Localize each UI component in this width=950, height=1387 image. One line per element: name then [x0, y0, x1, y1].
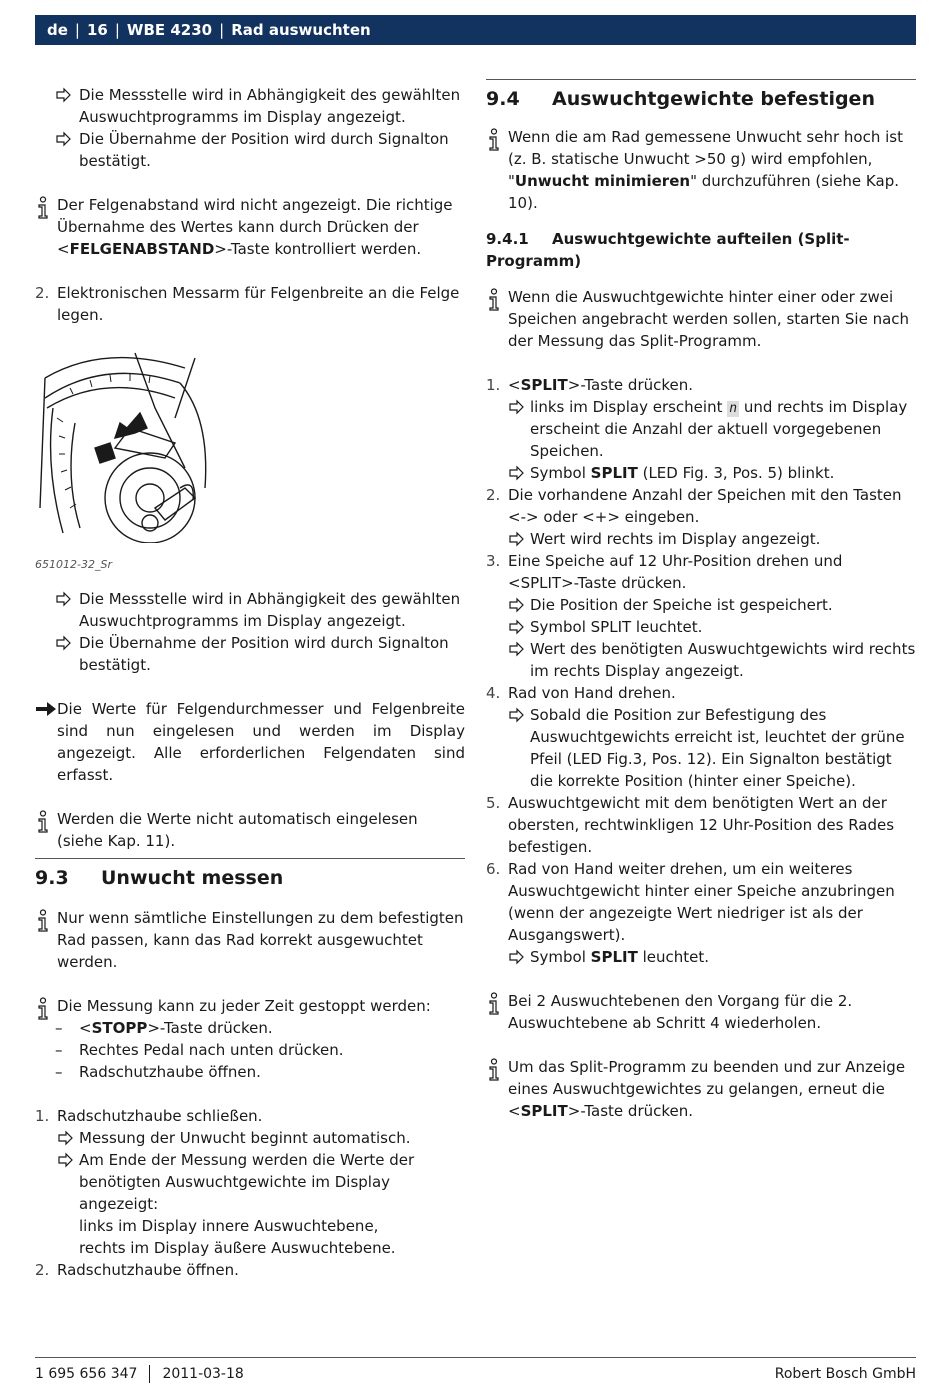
- info-note: [35, 808, 465, 852]
- result-arrow-icon: [57, 1149, 75, 1171]
- info-icon: [486, 1058, 506, 1082]
- info-icon: [486, 128, 506, 152]
- step-item: [486, 792, 916, 858]
- result-arrow-icon: [508, 946, 526, 968]
- info-icon: [35, 196, 55, 220]
- info-text: Nur wenn sämtliche Einstellungen zu dem befestigten Rad passen, kann das Rad korrekt ausgewuchtet werden.: [57, 909, 464, 971]
- step-item: [35, 282, 465, 326]
- info-text: Wenn die Auswuchtgewichte hinter einer oder zwei Speichen angebracht werden sollen, starten Sie nach der Messung das Split-Programm.: [508, 288, 910, 350]
- info-text: Um das Split-Programm zu beenden und zur Anzeige eines Auswuchtgewichtes zu gelangen, erneut die <SPLIT>-Taste drücken.: [508, 1058, 906, 1120]
- conclusion: [35, 698, 465, 786]
- result-arrow-icon: [508, 638, 526, 660]
- info-note: [35, 907, 465, 973]
- result-text: Sobald die Position zur Befestigung des Auswuchtgewichts erreicht ist, leuchtet der grüne Pfeil (LED Fig.3, Pos. 12). Ein Signalton bestätigt die korrekte Position (hinter einer Speiche).: [530, 706, 905, 790]
- result-text: links im Display innere Auswuchtebene,: [79, 1217, 379, 1235]
- step-number: 4.: [486, 684, 501, 702]
- step-number: 3.: [486, 552, 501, 570]
- step-text: Auswuchtgewicht mit dem benötigten Wert an der obersten, rechtwinkligen 12 Uhr-Position des Rades befestigen.: [508, 794, 895, 856]
- section-heading: 9.4 Auswuchtgewichte befestigen: [486, 88, 875, 110]
- footer-company: Robert Bosch GmbH: [774, 1366, 916, 1382]
- subsection-heading: 9.4.1 Auswuchtgewichte aufteilen (Split-Programm): [486, 230, 850, 270]
- result-item: [508, 594, 916, 616]
- result-text: rechts im Display äußere Auswuchtebene.: [79, 1239, 396, 1257]
- step-item: [35, 1259, 465, 1281]
- result-text: Die Übernahme der Position wird durch Signalton bestätigt.: [79, 130, 449, 170]
- info-text: Wenn die am Rad gemessene Unwucht sehr hoch ist (z. B. statische Unwucht >50 g) wird empfohlen, "Unwucht minimieren" durchzuführen (siehe Kap. 10).: [508, 128, 903, 212]
- result-arrow-icon: [55, 84, 73, 106]
- document-number: 1 695 656 347: [35, 1366, 138, 1382]
- info-icon: [486, 288, 506, 312]
- info-note: [486, 126, 916, 214]
- result-text: Messung der Unwucht beginnt automatisch.: [79, 1129, 411, 1147]
- result-item: [35, 632, 465, 676]
- result-text: Symbol SPLIT leuchtet.: [530, 948, 710, 966]
- left-column: [35, 84, 465, 1281]
- result-item: [57, 1149, 465, 1259]
- info-icon: [486, 992, 506, 1016]
- document-date: 2011-03-18: [162, 1366, 244, 1382]
- step-number: 2.: [486, 486, 501, 504]
- step-text: Eine Speiche auf 12 Uhr-Position drehen und <SPLIT>-Taste drücken.: [508, 552, 843, 592]
- step-item: [486, 550, 916, 682]
- result-item: [508, 528, 916, 550]
- header-page: 16: [86, 21, 108, 39]
- result-item: [57, 1127, 465, 1149]
- section-9-4: [486, 79, 916, 114]
- step-item: [35, 1105, 465, 1259]
- result-item: [508, 462, 916, 484]
- result-item: [35, 84, 465, 128]
- result-item: [508, 396, 916, 462]
- dash-text: Radschutzhaube öffnen.: [79, 1063, 261, 1081]
- info-icon: [35, 909, 55, 933]
- footer-left: [35, 1364, 244, 1384]
- step-text: Die vorhandene Anzahl der Speichen mit den Tasten <-> oder <+> eingeben.: [508, 486, 902, 526]
- result-text: Die Messstelle wird in Abhängigkeit des gewählten Auswuchtprogramms im Display angezeigt.: [79, 590, 461, 630]
- header-model: WBE 4230: [126, 21, 213, 39]
- step-number: 1.: [486, 376, 501, 394]
- step-item: [486, 858, 916, 968]
- display-glyph: n: [729, 401, 738, 416]
- result-text: Symbol SPLIT leuchtet.: [530, 618, 703, 636]
- result-arrow-icon: [55, 128, 73, 150]
- figure-caption: 651012-32_Sr: [35, 558, 112, 571]
- result-text: Die Position der Speiche ist gespeichert.: [530, 596, 833, 614]
- result-item: [508, 946, 916, 968]
- result-item: [508, 704, 916, 792]
- right-column: [486, 79, 916, 1122]
- result-arrow-icon: [508, 528, 526, 550]
- result-text: Wert wird rechts im Display angezeigt.: [530, 530, 821, 548]
- result-item: [35, 128, 465, 172]
- step-item: [486, 682, 916, 792]
- dash-item: – Rechtes Pedal nach unten drücken.: [35, 1039, 465, 1061]
- dash-text: <STOPP>-Taste drücken.: [79, 1019, 273, 1037]
- result-arrow-icon: [508, 462, 526, 484]
- footer-rule: [35, 1357, 916, 1358]
- step-number: 1.: [35, 1107, 50, 1125]
- step-number: 2.: [35, 1261, 50, 1279]
- step-text: Radschutzhaube schließen.: [57, 1107, 263, 1125]
- result-arrow-icon: [508, 616, 526, 638]
- info-note: [35, 995, 465, 1017]
- dash-text: Rechtes Pedal nach unten drücken.: [79, 1041, 344, 1059]
- info-text: Bei 2 Auswuchtebenen den Vorgang für die 2. Auswuchtebene ab Schritt 4 wiederholen.: [508, 992, 853, 1032]
- arrow-right-icon: [35, 699, 57, 719]
- result-item: [508, 638, 916, 682]
- step-text: Rad von Hand drehen.: [508, 684, 676, 702]
- step-number: 6.: [486, 860, 501, 878]
- result-arrow-icon: [508, 594, 526, 616]
- step-item: [486, 484, 916, 550]
- info-text: Die Messung kann zu jeder Zeit gestoppt werden:: [57, 997, 431, 1015]
- info-note: [486, 990, 916, 1034]
- result-arrow-icon: [55, 632, 73, 654]
- wheel-figure: [35, 348, 465, 558]
- step-number: 5.: [486, 794, 501, 812]
- dash-item: – <STOPP>-Taste drücken.: [35, 1017, 465, 1039]
- info-text: Werden die Werte nicht automatisch eingelesen (siehe Kap. 11).: [57, 810, 418, 850]
- header-chapter: Rad auswuchten: [231, 21, 371, 39]
- step-text: Rad von Hand weiter drehen, um ein weiteres Auswuchtgewicht hinter einer Speiche anzubringen (wenn der angezeigte Wert niedriger ist als der Ausgangswert).: [508, 860, 895, 944]
- step-text: Elektronischen Messarm für Felgenbreite an die Felge legen.: [57, 284, 460, 324]
- result-item: [508, 616, 916, 638]
- info-note: [486, 286, 916, 352]
- result-text: Am Ende der Messung werden die Werte der benötigten Auswuchtgewichte im Display angezeigt:: [79, 1151, 415, 1213]
- info-icon: [35, 810, 55, 834]
- step-number: 2.: [35, 284, 50, 302]
- info-note: [486, 1056, 916, 1122]
- page-header: de | 16 | WBE 4230 | Rad auswuchten: [35, 15, 916, 45]
- result-text: Wert des benötigten Auswuchtgewichts wird rechts im rechts Display angezeigt.: [530, 640, 916, 680]
- result-arrow-icon: [55, 588, 73, 610]
- step-text: Radschutzhaube öffnen.: [57, 1261, 239, 1279]
- conclusion-text: Die Werte für Felgendurchmesser und Felgenbreite sind nun eingelesen und werden im Display angezeigt. Alle erforderlichen Felgendaten sind erfasst.: [57, 700, 465, 784]
- info-note: [35, 194, 465, 260]
- section-heading: 9.3 Unwucht messen: [35, 867, 284, 889]
- section-9-3: [35, 858, 465, 893]
- result-text: Symbol SPLIT (LED Fig. 3, Pos. 5) blinkt.: [530, 464, 835, 482]
- step-text: <SPLIT>-Taste drücken.: [508, 376, 694, 394]
- result-text: Die Messstelle wird in Abhängigkeit des gewählten Auswuchtprogramms im Display angezeigt.: [79, 86, 461, 126]
- wheel-measuring-arm-illustration: [35, 348, 235, 543]
- result-item: [35, 588, 465, 632]
- result-arrow-icon: [508, 396, 526, 418]
- header-lang: de: [47, 21, 68, 39]
- result-arrow-icon: [57, 1127, 75, 1149]
- result-text: links im Display erscheint n und rechts im Display erscheint die Anzahl der aktuell vorgegebenen Speichen.: [530, 398, 908, 460]
- result-text: Die Übernahme der Position wird durch Signalton bestätigt.: [79, 634, 449, 674]
- result-arrow-icon: [508, 704, 526, 726]
- step-item: [486, 374, 916, 484]
- info-text: Der Felgenabstand wird nicht angezeigt. Die richtige Übernahme des Wertes kann durch Drücken der <FELGENABSTAND>-Taste kontrolliert werden.: [57, 196, 453, 258]
- dash-item: – Radschutzhaube öffnen.: [35, 1061, 465, 1083]
